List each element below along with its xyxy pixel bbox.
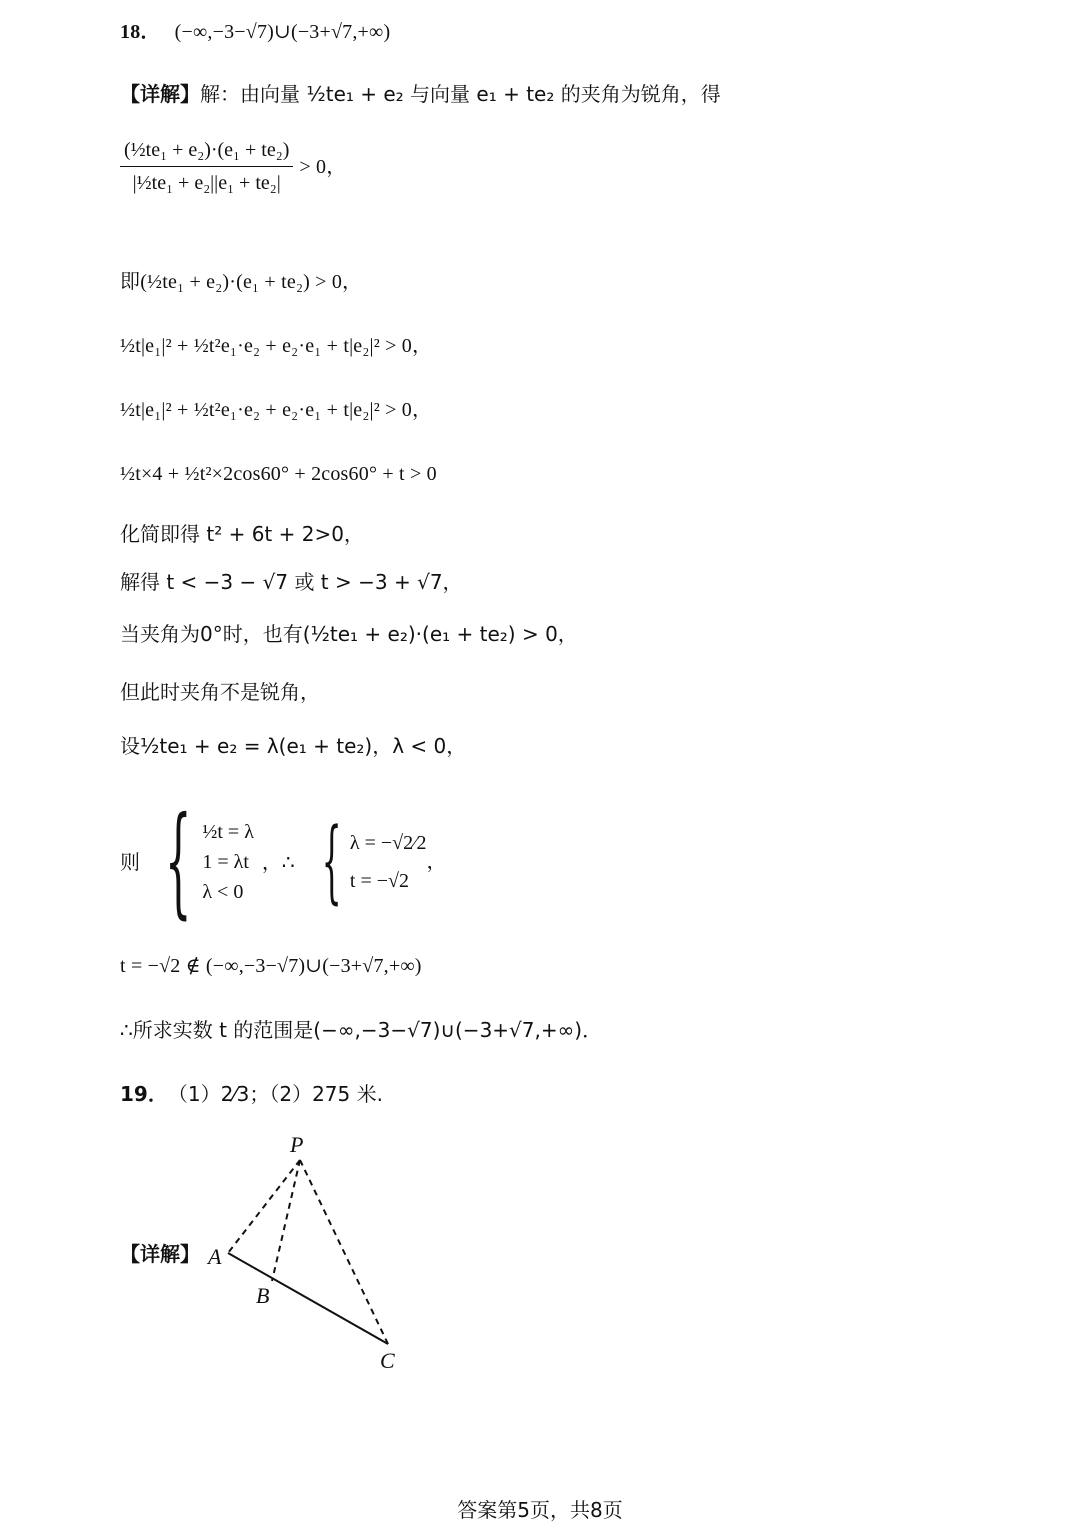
q18-step10: t = −√2 ∉ (−∞,−3−√7)∪(−3+√7,+∞) (120, 955, 422, 977)
q18-fraction-denominator: |½te₁ + e₂||e₁ + te₂| (132, 172, 281, 194)
q18-step4: ½t×4 + ½t²×2cos60° + 2cos60° + t > 0 (120, 463, 437, 485)
q18-number: 18． (120, 21, 161, 43)
q18-system1-eq2: 1 = λt (202, 851, 249, 873)
q19-detail-tag: 【详解】 (120, 1242, 200, 1266)
q18-system2-eq1: λ = −√2⁄2 (349, 832, 427, 854)
q18-step9: 设½te₁ + e₂ = λ(e₁ + te₂)，λ < 0， (120, 734, 467, 758)
point-label-b: B (256, 1283, 270, 1308)
q18-then-label: 则 (120, 850, 140, 874)
q18-system1-eq1: ½t = λ (202, 821, 254, 843)
q18-answer: (−∞,−3−√7)∪(−3+√7,+∞) (174, 21, 391, 43)
left-brace-icon: { (321, 809, 342, 914)
q19-number: 19． (120, 1082, 168, 1106)
q18-step8: 但此时夹角不是锐角， (120, 680, 320, 704)
q18-step2: ½t|e₁|² + ½t²e₁·e₂ + e₂·e₁ + t|e₂|² > 0， (120, 335, 433, 357)
q18-fraction-rhs: > 0， (299, 155, 347, 178)
q18-step6: 解得 t < −3 − √7 或 t > −3 + √7， (120, 570, 463, 594)
q18-therefore: ，∴ (261, 850, 295, 874)
q18-step5: 化简即得 t² + 6t + 2>0， (120, 522, 364, 546)
segment-pc (300, 1160, 388, 1344)
q18-system2-end: ， (426, 851, 447, 873)
point-label-p: P (290, 1132, 304, 1157)
q18-detail-tag: 【详解】 (120, 82, 200, 106)
point-label-a: A (208, 1244, 222, 1269)
q18-step1: 即(½te₁ + e₂)·(e₁ + te₂) > 0， (120, 271, 363, 293)
q18-conclusion: ∴所求实数 t 的范围是(−∞,−3−√7)∪(−3+√7,+∞)． (120, 1018, 603, 1042)
page-footer: 答案第5页，共8页 (457, 1498, 623, 1522)
q18-system1-eq3: λ < 0 (202, 881, 244, 903)
q18-system2-eq2: t = −√2 (349, 870, 409, 892)
q18-step3: ½t|e₁|² + ½t²e₁·e₂ + e₂·e₁ + t|e₂|² > 0， (120, 399, 433, 421)
q18-fraction-numerator: (½te₁ + e₂)·(e₁ + te₂) (120, 138, 293, 167)
q18-intro: 解：由向量 ½te₁ + e₂ 与向量 e₁ + te₂ 的夹角为锐角，得 (200, 82, 721, 106)
q19-answer: （1）2⁄3；（2）275 米. (167, 1082, 383, 1106)
segment-ac (228, 1253, 388, 1344)
left-brace-icon: { (164, 792, 192, 931)
q18-step7: 当夹角为0°时，也有(½te₁ + e₂)·(e₁ + te₂) > 0， (120, 622, 578, 646)
point-label-c: C (380, 1348, 395, 1373)
